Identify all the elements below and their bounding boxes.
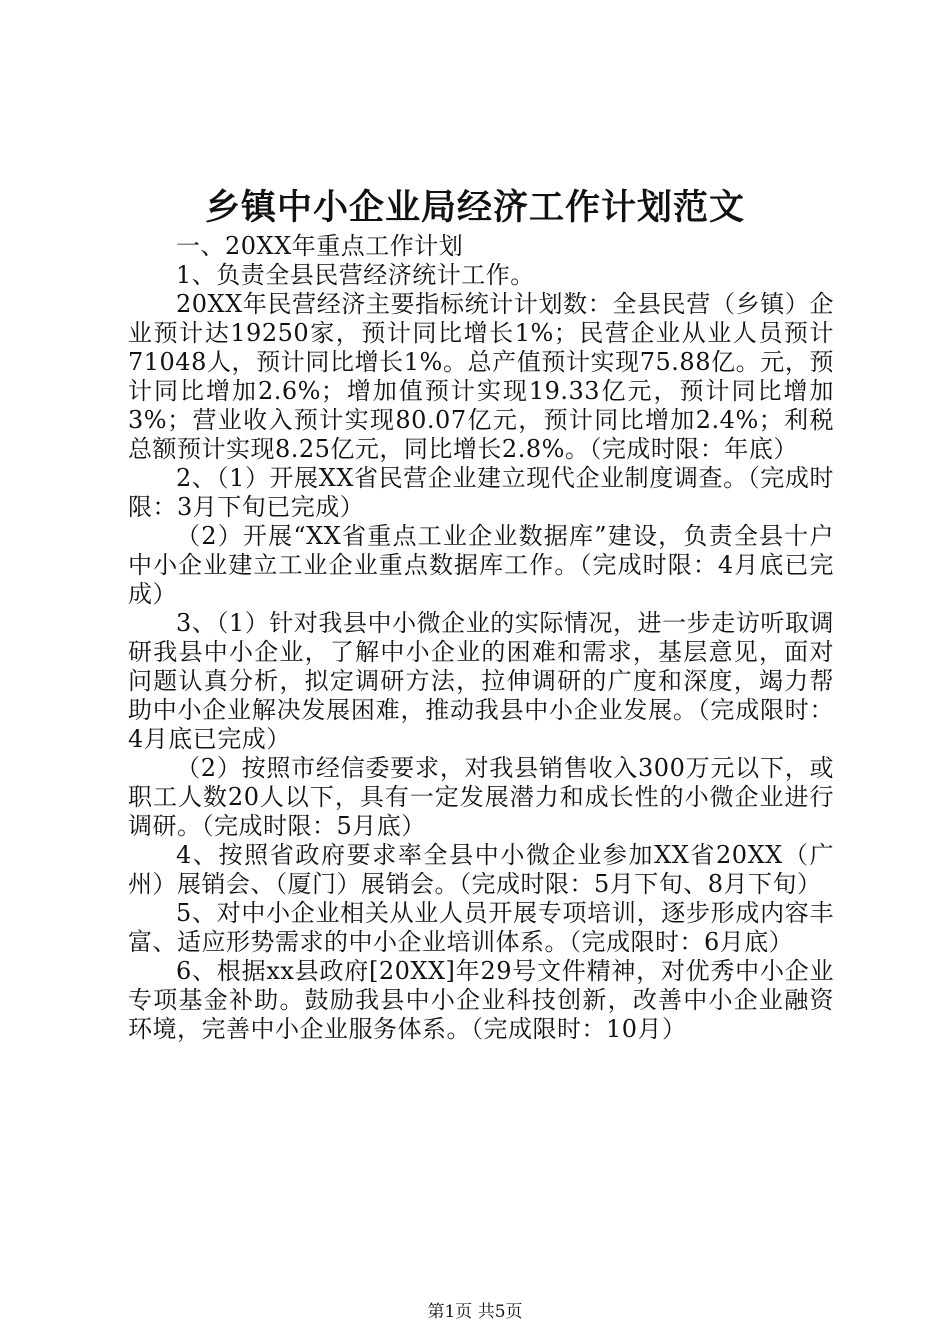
item-2-1-paragraph: 2、（1）开展XX省民营企业建立现代企业制度调查。（完成时限：3月下旬已完成） <box>128 464 834 521</box>
section-heading: 一、20XX年重点工作计划 <box>176 232 464 260</box>
item-5-paragraph: 5、对中小企业相关从业人员开展专项培训，逐步形成内容丰富、适应形势需求的中小企业培训体系。（完成限时：6月底） <box>128 899 834 956</box>
item-3-1-paragraph: 3、（1）针对我县中小微企业的实际情况，进一步走访听取调研我县中小企业，了解中小企业的困难和需求，基层意见，面对问题认真分析，拟定调研方法，拉伸调研的广度和深度，竭力帮助中小企业解决发展困难，推动我县中小企业发展。（完成限时：4月底已完成） <box>128 609 834 753</box>
document-title: 乡镇中小企业局经济工作计划范文 <box>204 187 745 228</box>
item-4-paragraph: 4、按照省政府要求率全县中小微企业参加XX省20XX（广州）展销会、（厦门）展销会。（完成时限：5月下旬、8月下旬） <box>128 841 834 898</box>
item-1-statistics-paragraph: 20XX年民营经济主要指标统计计划数：全县民营（乡镇）企业预计达19250家，预计同比增长1%；民营企业从业人员预计71048人，预计同比增长1%。总产值预计实现75.88亿。元，预计同比增加2.6%；增加值预计实现19.33亿元，预计同比增加3%；营业收入预计实现80.07亿元，预计同比增加2.4%；利税总额预计实现8.25亿元，同比增长2.8%。（完成时限：年底） <box>128 290 834 463</box>
document-body <box>128 232 834 1044</box>
item-2-2-paragraph: （2）开展“XX省重点工业企业数据库”建设，负责全县十户中小企业建立工业企业重点数据库工作。（完成时限：4月底已完成） <box>128 522 834 608</box>
item-6-paragraph: 6、根据xx县政府[20XX]年29号文件精神，对优秀中小企业专项基金补助。鼓励我县中小企业科技创新，改善中小企业融资环境，完善中小企业服务体系。（完成限时：10月） <box>128 957 834 1043</box>
item-1-heading: 1、负责全县民营经济统计工作。 <box>176 261 535 289</box>
item-3-2-paragraph: （2）按照市经信委要求，对我县销售收入300万元以下，或职工人数20人以下，具有一定发展潜力和成长性的小微企业进行调研。（完成时限：5月底） <box>128 754 834 840</box>
page-footer: 第1页 共5页 <box>427 1302 523 1322</box>
